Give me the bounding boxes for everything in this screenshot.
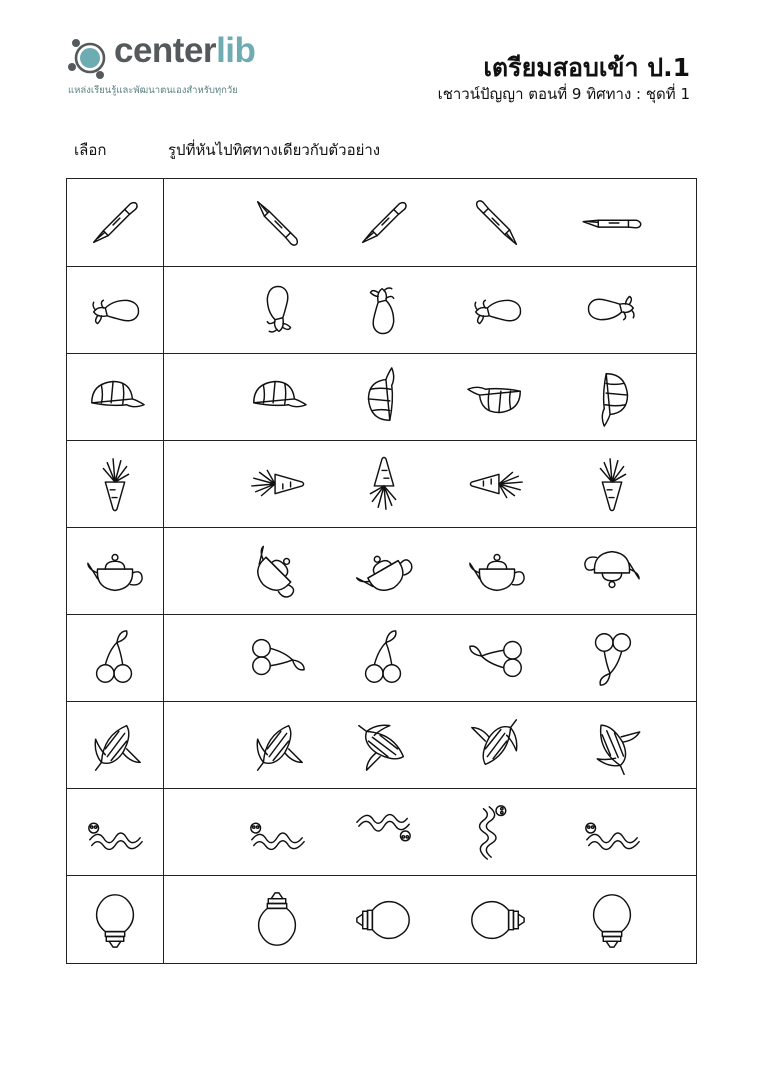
cap-icon-drawing [84,366,146,428]
question-row [67,875,696,963]
exercise-table [66,178,697,964]
answer-choice[interactable] [239,702,315,788]
cap-icon [581,366,643,428]
bulb-icon-drawing [84,889,146,951]
instruction-text: รูปที่หันไปทิศทางเดียวกับตัวอย่าง [168,141,381,159]
worm-icon [84,801,146,863]
corn-icon [84,714,146,776]
page-title: เตรียมสอบเข้า ป.1 [483,53,690,82]
eggplant-icon [353,279,415,341]
logo-wordmark [114,31,255,71]
bulb-icon [466,889,528,951]
answer-choice[interactable] [574,267,650,353]
eggplant-icon [84,279,146,341]
eggplant-icon-drawing [466,279,528,341]
answer-choice[interactable] [239,789,315,875]
pen-icon-drawing [246,192,308,254]
answer-choice[interactable] [346,354,422,440]
bulb-icon [581,889,643,951]
eggplant-icon-drawing [246,279,308,341]
sample-cell [67,789,164,875]
answer-choice[interactable] [574,354,650,440]
answer-choice[interactable] [459,876,535,963]
cap-icon-drawing [353,366,415,428]
sample-cell [67,528,164,614]
answer-choice[interactable] [346,441,422,527]
carrot-icon [581,453,643,515]
worm-icon-drawing [246,801,308,863]
answer-choice[interactable] [459,528,535,614]
answer-choice[interactable] [346,528,422,614]
worm-icon [246,801,308,863]
pen-icon [353,192,415,254]
answer-choice[interactable] [239,354,315,440]
cap-icon-drawing [581,366,643,428]
answer-choice[interactable] [346,876,422,963]
answer-choice[interactable] [239,179,315,266]
cherry-icon [84,627,146,689]
answer-choice[interactable] [574,179,650,266]
eggplant-icon [466,279,528,341]
cap-icon [466,366,528,428]
question-row [67,353,696,440]
logo-word-main: center [114,31,217,70]
bulb-icon-drawing [246,889,308,951]
cherry-icon [581,627,643,689]
cherry-icon-drawing [353,627,415,689]
carrot-icon [353,453,415,515]
teapot-icon [466,540,528,602]
corn-icon-drawing [84,714,146,776]
sample-cell [67,702,164,788]
answer-choice[interactable] [346,179,422,266]
answer-choice[interactable] [346,615,422,701]
worm-icon [581,801,643,863]
answer-choice[interactable] [459,179,535,266]
teapot-icon-drawing [353,540,415,602]
worm-icon [353,801,415,863]
worm-icon-drawing [581,801,643,863]
answer-choice[interactable] [239,441,315,527]
teapot-icon-drawing [581,540,643,602]
sample-cell [67,267,164,353]
eggplant-icon-drawing [581,279,643,341]
cherry-icon-drawing [246,627,308,689]
instruction-label: เลือก [74,141,107,159]
answer-choice[interactable] [574,789,650,875]
teapot-icon-drawing [466,540,528,602]
sample-cell [67,615,164,701]
question-row [67,701,696,788]
corn-icon-drawing [353,714,415,776]
pen-icon-drawing [84,192,146,254]
answer-choice[interactable] [574,876,650,963]
pen-icon [84,192,146,254]
corn-icon-drawing [466,714,528,776]
corn-icon [353,714,415,776]
page-subtitle: เชาวน์ปัญญา ตอนที่ 9 ทิศทาง : ชุดที่ 1 [437,85,690,103]
answer-choice[interactable] [574,702,650,788]
question-row [67,788,696,875]
carrot-icon-drawing [466,453,528,515]
teapot-icon [581,540,643,602]
sample-cell [67,441,164,527]
eggplant-icon-drawing [353,279,415,341]
answer-choice[interactable] [459,615,535,701]
cherry-icon-drawing [466,627,528,689]
pen-icon [581,192,643,254]
cherry-icon-drawing [84,627,146,689]
cherry-icon [246,627,308,689]
answer-choice[interactable] [346,702,422,788]
pen-icon [246,192,308,254]
cherry-icon-drawing [581,627,643,689]
bulb-icon [84,889,146,951]
cap-icon [353,366,415,428]
corn-icon [581,714,643,776]
question-row [67,614,696,701]
bulb-icon [353,889,415,951]
answer-choice[interactable] [574,441,650,527]
carrot-icon-drawing [353,453,415,515]
logo-word-accent: lib [216,31,256,70]
answer-choice[interactable] [239,876,315,963]
corn-icon-drawing [581,714,643,776]
eggplant-icon [581,279,643,341]
teapot-icon-drawing [84,540,146,602]
answer-choice[interactable] [239,267,315,353]
answer-choice[interactable] [459,702,535,788]
carrot-icon-drawing [84,453,146,515]
answer-choice[interactable] [574,528,650,614]
cap-icon [246,366,308,428]
teapot-icon [353,540,415,602]
carrot-icon [246,453,308,515]
worm-icon [466,801,528,863]
cap-icon [84,366,146,428]
cap-icon-drawing [246,366,308,428]
carrot-icon [84,453,146,515]
answer-choice[interactable] [346,789,422,875]
answer-choice[interactable] [459,354,535,440]
cherry-icon [353,627,415,689]
bulb-icon [246,889,308,951]
bulb-icon-drawing [353,889,415,951]
answer-choice[interactable] [346,267,422,353]
sample-cell [67,876,164,963]
worm-icon-drawing [466,801,528,863]
bulb-icon-drawing [466,889,528,951]
carrot-icon-drawing [246,453,308,515]
answer-choice[interactable] [459,441,535,527]
question-row [67,266,696,353]
carrot-icon-drawing [581,453,643,515]
logo-tagline: แหล่งเรียนรู้และพัฒนาตนเองสำหรับทุกวัย [68,85,238,96]
answer-choice[interactable] [574,615,650,701]
pen-icon [466,192,528,254]
corn-icon-drawing [246,714,308,776]
cap-icon-drawing [466,366,528,428]
sample-cell [67,179,164,266]
answer-choice[interactable] [459,267,535,353]
question-row [67,527,696,614]
corn-icon [466,714,528,776]
question-row [67,440,696,527]
cherry-icon [466,627,528,689]
eggplant-icon-drawing [84,279,146,341]
question-row [67,179,696,266]
teapot-icon-drawing [246,540,308,602]
answer-choice[interactable] [459,789,535,875]
worm-icon-drawing [84,801,146,863]
pen-icon-drawing [353,192,415,254]
answer-choice[interactable] [239,528,315,614]
logo-molecule-icon [66,33,112,83]
centerlib-logo [66,33,286,103]
carrot-icon [466,453,528,515]
pen-icon-drawing [466,192,528,254]
teapot-icon [84,540,146,602]
sample-cell [67,354,164,440]
worm-icon-drawing [353,801,415,863]
bulb-icon-drawing [581,889,643,951]
answer-choice[interactable] [239,615,315,701]
teapot-icon [246,540,308,602]
eggplant-icon [246,279,308,341]
pen-icon-drawing [581,192,643,254]
corn-icon [246,714,308,776]
